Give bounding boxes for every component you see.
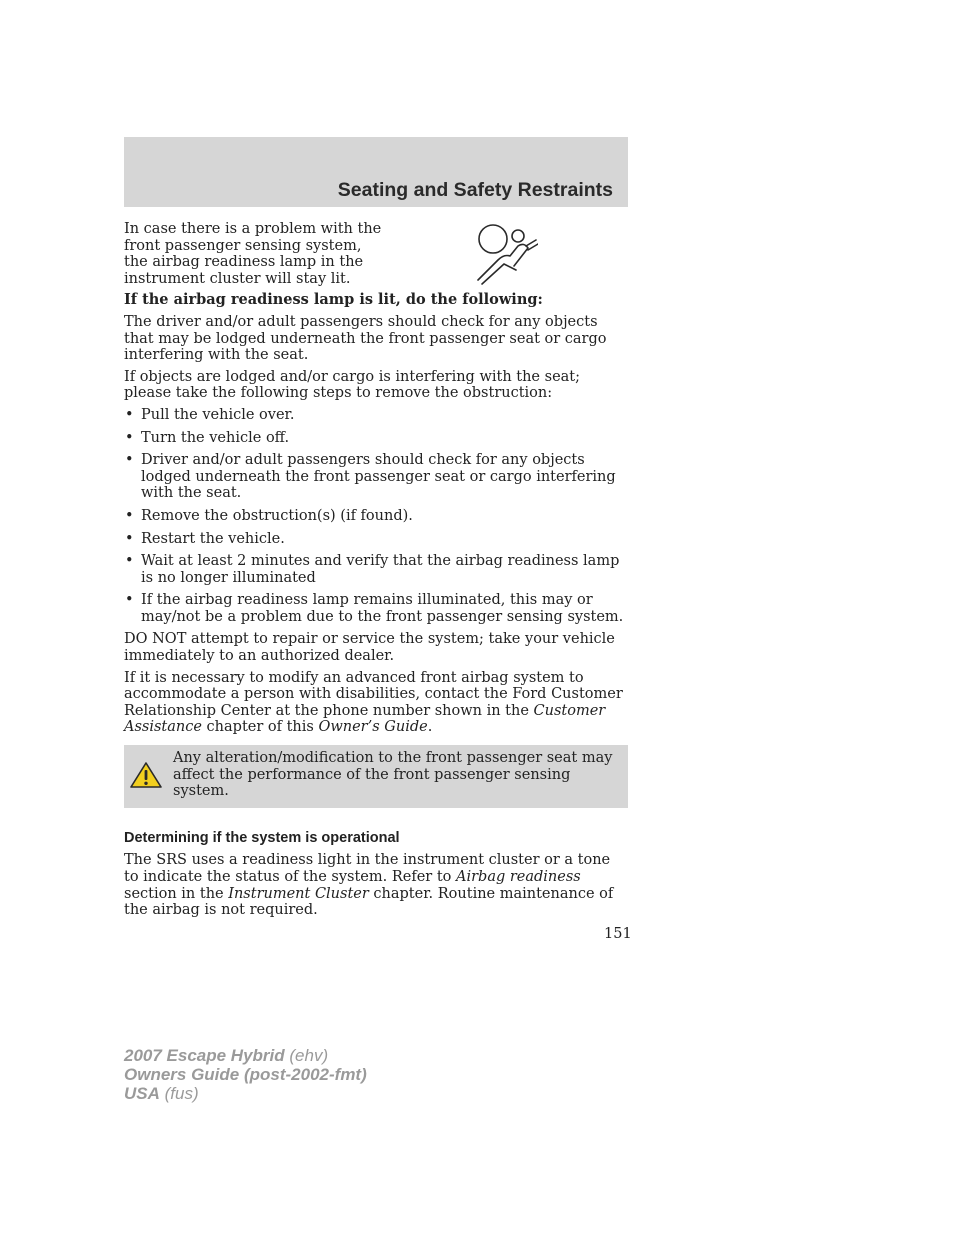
steps-list <box>124 407 628 626</box>
footer-guide: Owners Guide (post-2002-fmt) <box>124 1065 367 1084</box>
list-item <box>124 553 628 586</box>
step-text: If the airbag readiness lamp remains illuminated, this may or may/not be a problem due to the front passenger sensing system. <box>141 592 624 625</box>
footer-line-market <box>124 1084 367 1103</box>
bullet: • <box>125 429 134 446</box>
list-item <box>124 531 628 548</box>
text-run: chapter of this <box>201 719 319 736</box>
text-run: . <box>427 719 433 736</box>
bullet: • <box>125 507 134 524</box>
chapter-reference: Instrument Cluster <box>228 885 369 902</box>
section-title: Seating and Safety Restraints <box>337 179 613 201</box>
guide-reference: Owner’s Guide <box>318 719 428 736</box>
bullet: • <box>125 592 134 609</box>
page-content <box>124 221 628 924</box>
footer-line-guide <box>124 1065 367 1084</box>
footer-market-code: (fus) <box>159 1084 199 1103</box>
step-text: Remove the obstruction(s) (if found). <box>141 507 413 524</box>
text-run: section in the <box>124 885 229 902</box>
section-subheading: Determining if the system is operational <box>124 829 400 846</box>
bullet: • <box>125 553 134 570</box>
text-run: chapter. Routine maintenance of the airbag is not required. <box>124 885 614 919</box>
intro-paragraph: In case there is a problem with the front passenger sensing system, the airbag readiness lamp in the instrument cluster will stay lit. <box>124 221 382 287</box>
list-item <box>124 407 628 424</box>
bullet: • <box>125 406 134 423</box>
footer-model: 2007 Escape Hybrid <box>124 1046 285 1065</box>
paragraph-srs-readiness <box>124 852 628 918</box>
warning-triangle-icon <box>129 760 163 790</box>
section-reference: Airbag readiness <box>456 869 581 885</box>
step-text: Driver and/or adult passengers should check for any objects lodged underneath the front passenger seat or cargo interfering with the seat. <box>141 452 616 502</box>
footer-line-model <box>124 1046 367 1065</box>
list-item <box>124 508 628 525</box>
page-number: 151 <box>604 926 632 942</box>
paragraph-steps-intro: If objects are lodged and/or cargo is interfering with the seat; please take the following steps to remove the obstruction: <box>124 368 581 402</box>
list-item <box>124 430 628 447</box>
footer-model-code: (ehv) <box>284 1046 329 1065</box>
step-text: Turn the vehicle off. <box>141 429 290 446</box>
step-text: Pull the vehicle over. <box>141 406 295 423</box>
footer-market: USA <box>124 1084 160 1103</box>
warning-text: Any alteration/modification to the front passenger seat may affect the performance of the front passenger sensing system. <box>173 750 613 800</box>
bullet: • <box>125 530 134 547</box>
chapter-reference: Customer Assistance <box>124 702 606 736</box>
list-item <box>124 592 628 625</box>
paragraph-check-objects: The driver and/or adult passengers should check for any objects that may be lodged underneath the front passenger seat or cargo interfering with the seat. <box>124 313 607 364</box>
instruction-lead: If the airbag readiness lamp is lit, do the following: <box>124 291 543 309</box>
list-item <box>124 452 628 502</box>
document-footer <box>124 1046 367 1103</box>
warning-box <box>124 745 628 808</box>
step-text: Restart the vehicle. <box>141 530 285 547</box>
intro-block <box>124 221 628 292</box>
step-text: Wait at least 2 minutes and verify that the airbag readiness lamp is no longer illuminated <box>141 553 620 586</box>
text-run: The SRS uses a readiness light in the instrument cluster or a tone to indicate the status of the system. Refer to <box>124 852 611 885</box>
section-header-band <box>124 137 628 207</box>
airbag-warning-icon <box>468 222 538 286</box>
paragraph-modify-airbag <box>124 670 628 736</box>
bullet: • <box>125 452 134 469</box>
paragraph-do-not-repair: DO NOT attempt to repair or service the system; take your vehicle immediately to an authorized dealer. <box>124 631 615 665</box>
text-run: If it is necessary to modify an advanced front airbag system to accommodate a person with disabilities, contact the Ford Customer Relationship Center at the phone number shown in the <box>124 669 623 719</box>
